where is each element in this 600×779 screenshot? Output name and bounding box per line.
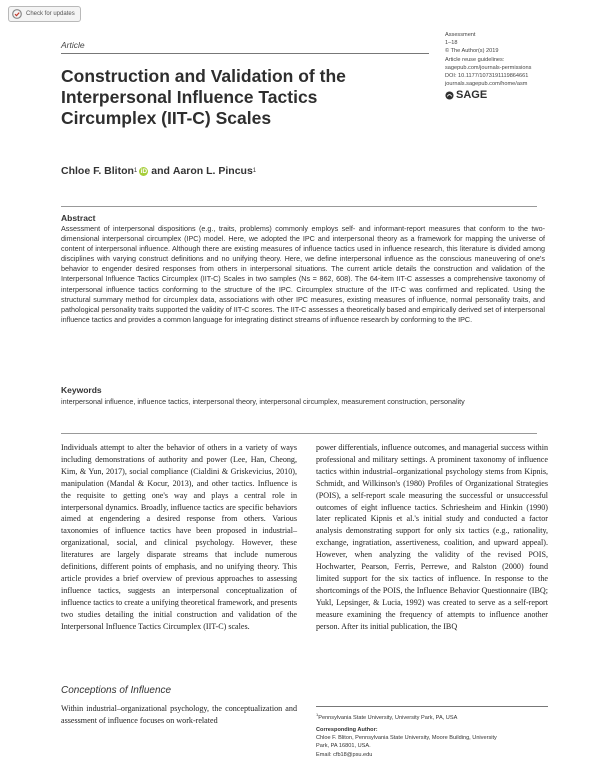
page-range: 1–18	[445, 40, 458, 47]
orcid-icon[interactable]: iD	[140, 167, 148, 175]
body-left-column	[61, 442, 297, 633]
paper-title: Construction and Validation of the Interpersonal Influence Tactics Circumplex (IIT-C) Scales	[61, 66, 346, 128]
conceptions-text: Within industrial–organizational psychology, the conceptualization and assessment of influence focuses on work-related	[61, 704, 297, 725]
affiliation-text: Pennsylvania State University, University Park, PA, USA	[318, 714, 458, 721]
doi-link[interactable]: DOI: 10.1177/1073191119864661	[445, 73, 529, 80]
corresponding-author-line2: Park, PA 16801, USA.	[316, 743, 371, 750]
corresponding-author-email[interactable]: Email: cfb18@psu.edu	[316, 751, 373, 758]
keywords-bottom-divider	[61, 433, 537, 434]
section-heading-conceptions: Conceptions of Influence	[61, 685, 172, 696]
sage-logo-icon	[445, 91, 454, 100]
keywords-heading: Keywords	[61, 385, 102, 395]
article-type-label: Article	[61, 40, 85, 50]
author-first-affiliation: 1	[133, 168, 138, 174]
footnotes	[316, 711, 556, 759]
right-paragraph: power differentials, influence outcomes, and managerial success within professional and military settings. A prominent taxonomy of influence tactics within industrial–organizational psychology stems from Kipnis, Schmidt, and Wilkinson's (1980) Profiles of Organizational Strategies (POIS), a self-report scale measuring the successful or unsuccessful outcomes of eight influence tactics. Schriesheim and Hinkin (1990) later replicated Kipnis et al.'s initial study and conducted a factor analysis demonstrating support for only six tactics (e.g., rationality, exchange, ingratiation, assertiveness, coalition, and upward appeal). However, when analyzing the validity of the revised POIS, Hochwarter, Pearson, Ferris, Perrewe, and Ralston (2000) found limited support for the six tactics of influence. In response to the shortcomings of the POIS, the Influence Behavior Questionnaire (IBQ; Yukl, Lepsinger, & Lucia, 1992) was created to serve as a self-report measure examining the frequency of attempts to influence another person. After its initial publication, the IBQ	[316, 443, 548, 631]
author-first[interactable]: Chloe F. Bliton	[61, 165, 134, 177]
copyright-notice: © The Author(s) 2019	[445, 48, 499, 55]
abstract-top-divider	[61, 206, 537, 207]
publisher-name: SAGE	[456, 89, 488, 102]
affiliation-note	[316, 711, 556, 722]
check-for-updates-label: Check for updates	[26, 11, 75, 17]
journal-home-link[interactable]: journals.sagepub.com/home/asm	[445, 81, 528, 88]
journal-metadata	[445, 31, 595, 101]
reuse-label: Article reuse guidelines:	[445, 56, 505, 63]
publisher-logo	[445, 89, 595, 101]
footnote-divider	[316, 706, 548, 707]
author-second[interactable]: Aaron L. Pincus	[172, 165, 253, 177]
check-for-updates-badge[interactable]	[8, 6, 81, 22]
author-connector: and	[151, 165, 170, 177]
author-second-affiliation: 1	[252, 168, 257, 174]
corresponding-author-heading: Corresponding Author:	[316, 727, 378, 734]
check-for-updates-icon	[12, 9, 22, 19]
intro-paragraph: Individuals attempt to alter the behavior of others in a variety of ways including demonstrations of authority and power (Lee, Han, Cheong, Kim, & Yun, 2017), social compliance (Cialdini & Griskevicius, 2010), manipulation (Mandal & Kocur, 2013), and other tactics. Influence is the requisite to getting one's way and plays a central role in interpersonal dynamics. Broadly, influence tactics are specific behaviors aimed at engendering a desired response from others. Various taxonomies of influence tactics have been proposed in industrial–organizational, social, and clinical psychology. However, these literatures are largely disparate streams that include numerous definitions, different points of emphasis, and no unifying theory. This article provides a brief overview of previous approaches to assessing influence tactics, suggests an interpersonal conceptualization of influence tactics to create a unifying theoretical framework, and presents two studies detailing the initial construction and validation of the Interpersonal Influence Tactics Circumplex (IIT-C) scales.	[61, 443, 297, 631]
body-right-column	[316, 442, 548, 633]
reuse-link[interactable]: sagepub.com/journals-permissions	[445, 64, 532, 71]
affiliation-sup: 1	[316, 712, 319, 717]
abstract-text: Assessment of interpersonal dispositions (e.g., traits, problems) commonly employs self- and informant-report measures that conform to the two-dimensional interpersonal circumplex (IPC) model. Here, we adopted the IPC and interpersonal theory as a framework for mapping the universe of content of interpersonal influence. Although there are existing measures of influence tactics used in influence research, this literature is divided among disciplines with varying construct definitions and no unifying theory. Here, we define interpersonal influence as the conscious maneuvering of one's behavior to engender desired responses from others in interpersonal situations. The current article details the construction and validation of the Interpersonal Influence Tactics Circumplex (IIT-C) Scales in two samples (Ns = 862, 608). The 64-item IIT-C assesses a comprehensive taxonomy of interpersonal influence tactics conforming to the structure of the IPC. Circumplex structure of the IIT-C was confirmed and replicated. Using the structural summary method for circumplex data, associations with other IPC measures, existing measures of influence, normal personality traits, and pathological personality traits supported the validity of IIT-C scores. The IIT-C assesses a theoretically based and empirically derived set of interpersonal influence tactics and provides a common language for integrating distinct streams of influence research by conforming to the IPC.	[61, 224, 545, 324]
abstract-heading: Abstract	[61, 213, 96, 223]
journal-name: Assessment	[445, 32, 476, 38]
keywords-text: interpersonal influence, influence tactics, interpersonal theory, interpersonal circumplex, measurement construction, personality	[61, 397, 465, 406]
conceptions-paragraph	[61, 703, 297, 727]
corresponding-author-line1: Chloe F. Bliton, Pennsylvania State University, Moore Building, University	[316, 735, 497, 742]
header-divider	[61, 53, 429, 54]
author-line	[61, 165, 256, 177]
